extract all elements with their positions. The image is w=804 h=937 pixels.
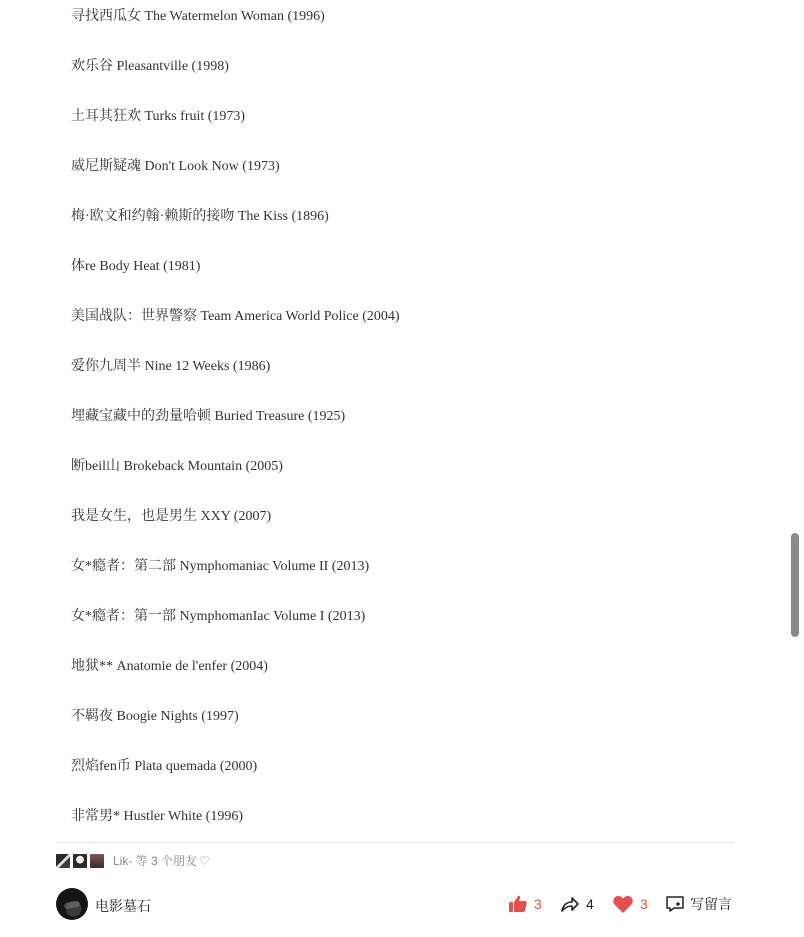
liked-by-text: Lik- 等 3 个朋友 [113, 854, 198, 868]
like-button[interactable] [508, 894, 542, 914]
write-comment-button[interactable] [665, 894, 732, 914]
movie-item: 美国战队：世界警察 Team America World Police (2004) [71, 309, 400, 324]
movie-item: 不羁夜 Boogie Nights (1997) [71, 709, 239, 724]
movie-item: 威尼斯疑魂 Don't Look Now (1973) [71, 159, 280, 174]
heart-outline-icon: ♡ [199, 853, 210, 868]
movie-item: 我是女生，也是男生 XXY (2007) [71, 509, 272, 524]
movie-item: 女*瘾者：第一部 NymphomanIac Volume I (2013) [71, 609, 366, 624]
scrollbar-thumb[interactable] [791, 533, 799, 637]
author-avatar[interactable] [56, 888, 88, 920]
movie-item: 体re Body Heat (1981) [71, 259, 201, 274]
movie-item: 女*瘾者：第二部 Nymphomaniac Volume II (2013) [71, 559, 370, 574]
author-name[interactable]: 电影墓石 [95, 898, 151, 914]
movie-item: 土耳其狂欢 Turks fruit (1973) [71, 109, 246, 124]
movie-item: 烈焰fen币 Plata quemada (2000) [71, 759, 258, 774]
thumbs-up-icon [508, 894, 528, 914]
movie-item: 地狱** Anatomie de l'enfer (2004) [71, 659, 268, 674]
movie-item: 寻找西瓜女 The Watermelon Woman (1996) [71, 9, 325, 24]
movie-item: 非常男* Hustler White (1996) [71, 809, 243, 824]
friend-avatar [90, 854, 104, 868]
share-arrow-icon [560, 894, 580, 914]
share-count: 4 [586, 896, 594, 912]
favorite-button[interactable] [612, 894, 648, 914]
friend-avatar [73, 854, 87, 868]
friend-avatar [56, 854, 70, 868]
movie-item: 爱你九周半 Nine 12 Weeks (1986) [71, 359, 271, 374]
comment-add-icon [665, 894, 685, 914]
favorite-count: 3 [640, 896, 648, 912]
movie-item: 埋藏宝藏中的劲量哈顿 Buried Treasure (1925) [71, 409, 346, 424]
article-footer [56, 888, 736, 922]
like-count: 3 [534, 896, 542, 912]
write-comment-label: 写留言 [690, 896, 732, 912]
divider [56, 842, 734, 843]
share-button[interactable] [560, 894, 594, 914]
liked-by-friends[interactable] [56, 852, 210, 869]
movie-item: 欢乐谷 Pleasantville (1998) [71, 59, 229, 74]
heart-icon [612, 894, 634, 914]
movie-item: 梅·欧文和约翰·赖斯的接吻 The Kiss (1896) [71, 209, 329, 224]
movie-item: 断beil山 Brokeback Mountain (2005) [71, 459, 283, 474]
